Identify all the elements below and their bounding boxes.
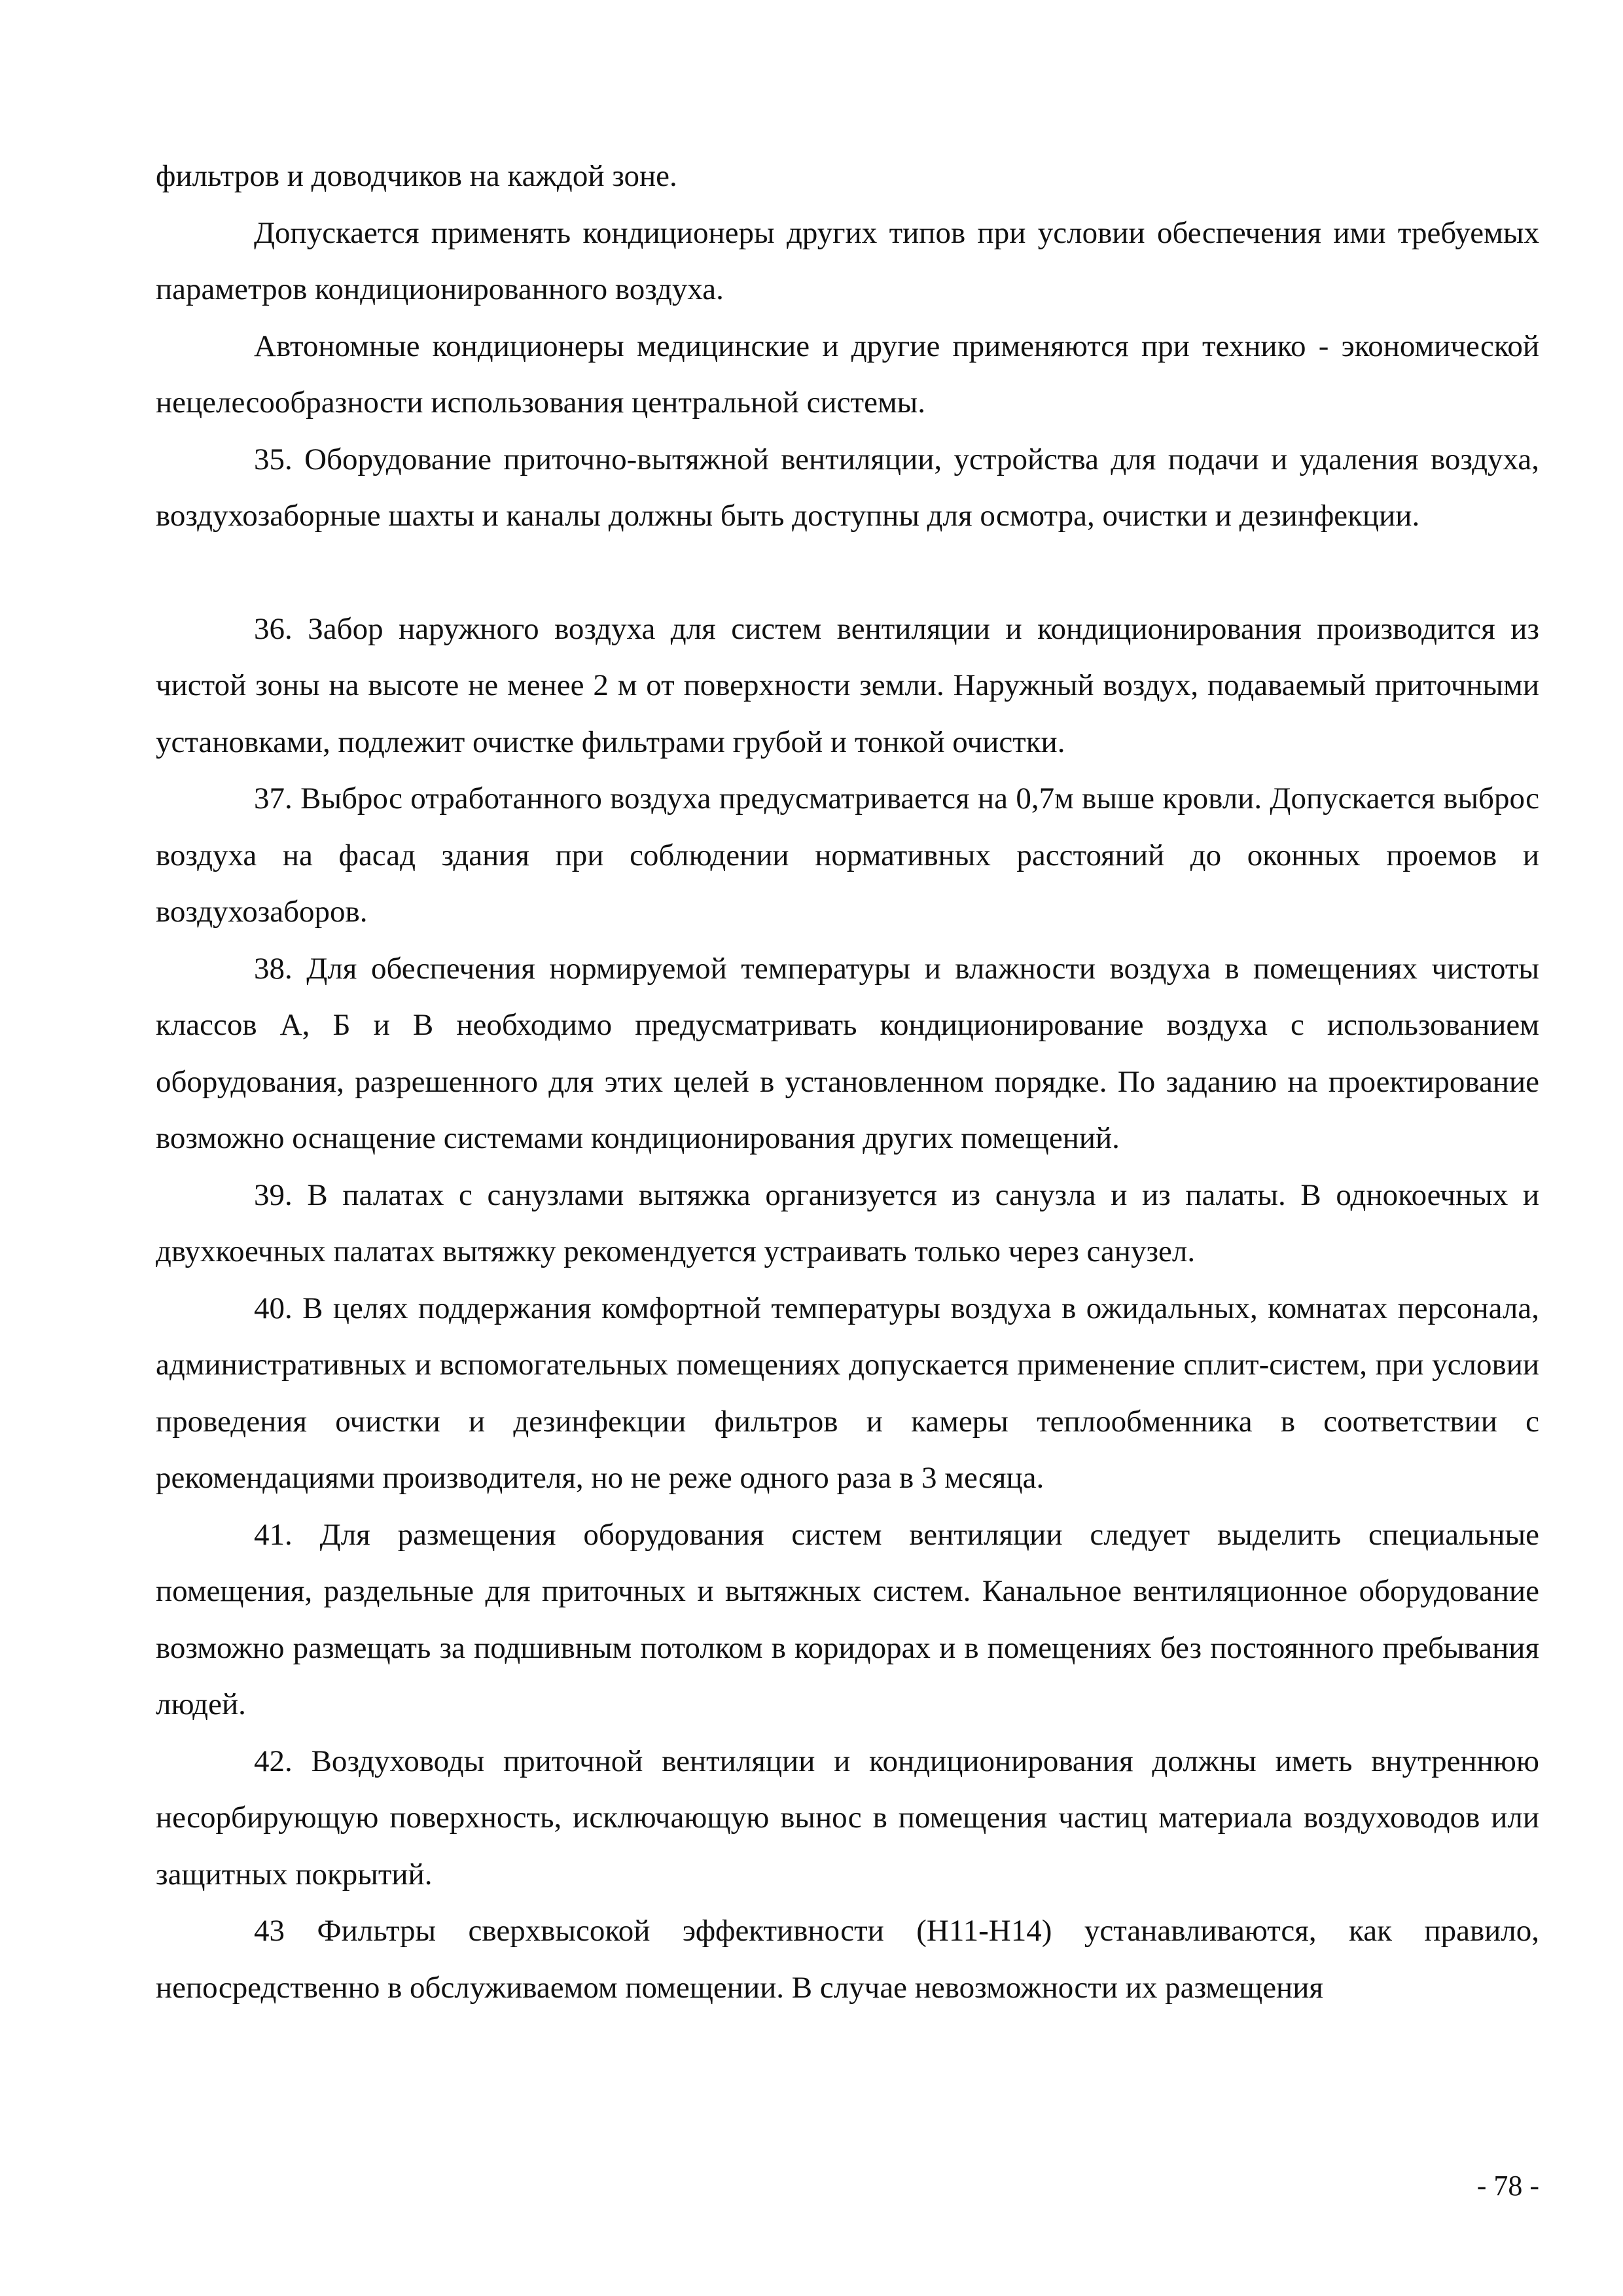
paragraph-42: 42. Воздуховоды приточной вентиляции и кондиционирования должны иметь внутреннюю несорбирующую поверхность, исключающую вынос в помещения частиц материала воздуховодов или защитных покрытий. [156, 1744, 1539, 1892]
page-number: - 78 - [1476, 2170, 1539, 2202]
paragraph-37: 37. Выброс отработанного воздуха предусматривается на 0,7м выше кровли. Допускается выброс воздуха на фасад здания при соблюдении нормативных расстояний до оконных проемов и воздухозаборов. [156, 781, 1539, 929]
document-body [156, 148, 1539, 2016]
paragraph-43: 43 Фильтры сверхвысокой эффективности (H11-H14) устанавливаются, как правило, непосредственно в обслуживаемом помещении. В случае невозможности их размещения [156, 1914, 1539, 2005]
paragraph-41: 41. Для размещения оборудования систем вентиляции следует выделить специальные помещения, раздельные для приточных и вытяжных систем. Канальное вентиляционное оборудование возможно размещать за подшивным потолком в коридорах и в помещениях без постоянного пребывания людей. [156, 1517, 1539, 1721]
paragraph-other-conditioners: Допускается применять кондиционеры других типов при условии обеспечения ими требуемых параметров кондиционированного воздуха. [156, 215, 1539, 306]
paragraph-continuation: фильтров и доводчиков на каждой зоне. [156, 159, 677, 193]
paragraph-autonomous-conditioners: Автономные кондиционеры медицинские и другие применяются при технико - экономической нецелесообразности использования центральной системы. [156, 329, 1539, 420]
paragraph-39: 39. В палатах с санузлами вытяжка организуется из санузла и из палаты. В однокоечных и двухкоечных палатах вытяжку рекомендуется устраивать только через санузел. [156, 1177, 1539, 1268]
paragraph-35: 35. Оборудование приточно-вытяжной вентиляции, устройства для подачи и удаления воздуха, воздухозаборные шахты и каналы должны быть доступны для осмотра, очистки и дезинфекции. [156, 442, 1539, 533]
paragraph-40: 40. В целях поддержания комфортной температуры воздуха в ожидальных, комнатах персонала, административных и вспомогательных помещениях допускается применение сплит-систем, при условии проведения очистки и дезинфекции фильтров и камеры теплообменника в соответствии с рекомендациями производителя, но не реже одного раза в 3 месяца. [156, 1291, 1539, 1495]
paragraph-36: 36. Забор наружного воздуха для систем вентиляции и кондиционирования производится из чистой зоны на высоте не менее 2 м от поверхности земли. Наружный воздух, подаваемый приточными установками, подлежит очистке фильтрами грубой и тонкой очистки. [156, 611, 1539, 759]
paragraph-38: 38. Для обеспечения нормируемой температуры и влажности воздуха в помещениях чистоты классов А, Б и В необходимо предусматривать кондиционирование воздуха с использованием оборудования, разрешенного для этих целей в установленном порядке. По заданию на проектирование возможно оснащение системами кондиционирования других помещений. [156, 951, 1539, 1155]
